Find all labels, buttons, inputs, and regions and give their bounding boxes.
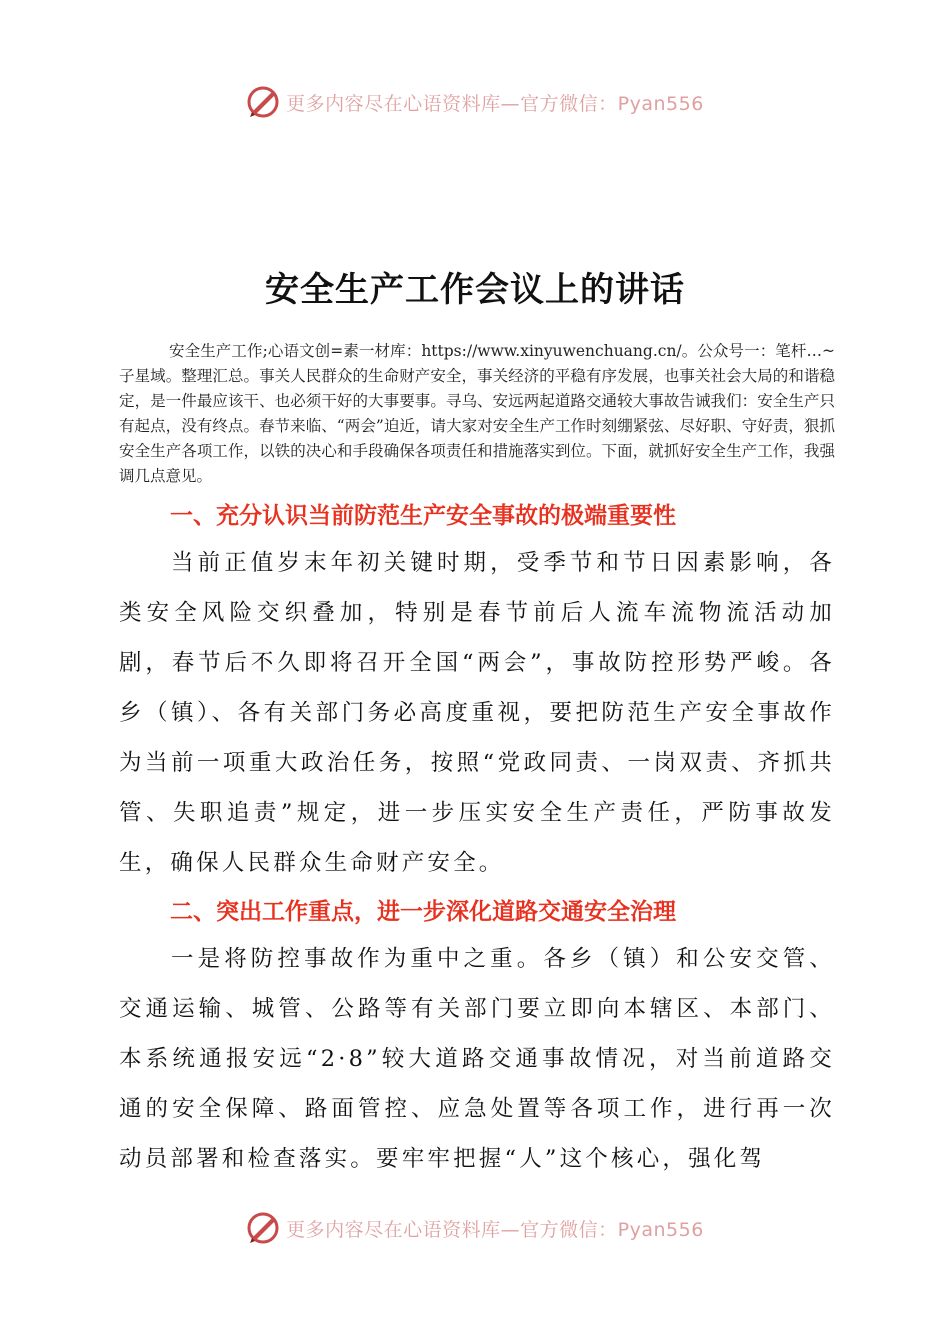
- wechat-id: Pyan556: [617, 92, 704, 115]
- section-body-1: 当前正值岁末年初关键时期，受季节和节日因素影响，各类安全风险交织叠加，特别是春节前后人流车流物流活动加剧，春节后不久即将召开全国“两会”，事故防控形势严峻。各乡（镇）、各有关部门务必高度重视，要把防范生产安全事故作为当前一项重大政治任务，按照“党政同责、一岗双责、齐抓共管、失职追责”规定，进一步压实安全生产责任，严防事故发生，确保人民群众生命财产安全。: [119, 550, 835, 876]
- wechat-id: Pyan556: [617, 1218, 704, 1241]
- document-title: 安全生产工作会议上的讲话: [265, 270, 685, 310]
- intro-paragraph: 安全生产工作;心语文创=素一材库：https://www.xinyuwenchuang.cn/。公众号一：笔杆…~子星域。整理汇总。事关人民群众的生命财产安全，事关经济的平稳有序发展，也事关社会大局的和谐稳定，是一件最应该干、也必须干好的大事要事。寻乌、安远两起道路交通较大事故告诫我们：安全生产只有起点，没有终点。春节来临、“两会”迫近，请大家对安全生产工作时刻绷紧弦、尽好职、守好责，狠抓安全生产各项工作，以铁的决心和手段确保各项责任和措施落实到位。下面，就抓好安全生产工作，我强调几点意见。: [119, 342, 835, 485]
- pen-logo-icon: [246, 85, 280, 119]
- section-heading-2: 二、突出工作重点，进一步深化道路交通安全治理: [170, 899, 676, 925]
- banner-text: 更多内容尽在心语资料库—官方微信：Pyan556: [286, 1218, 704, 1241]
- section-heading-1: 一、充分认识当前防范生产安全事故的极端重要性: [170, 503, 676, 529]
- banner-text: 更多内容尽在心语资料库—官方微信：Pyan556: [286, 92, 704, 115]
- footer-watermark-banner: [0, 1208, 950, 1248]
- pen-logo-icon: [246, 1211, 280, 1245]
- section-body-2: 一是将防控事故作为重中之重。各乡（镇）和公安交管、交通运输、城管、公路等有关部门要立即向本辖区、本部门、本系统通报安远“2·8”较大道路交通事故情况，对当前道路交通的安全保障、路面管控、应急处置等各项工作，进行再一次动员部署和检查落实。要牢牢把握“人”这个核心，强化驾: [119, 946, 835, 1172]
- header-watermark-banner: [0, 82, 950, 122]
